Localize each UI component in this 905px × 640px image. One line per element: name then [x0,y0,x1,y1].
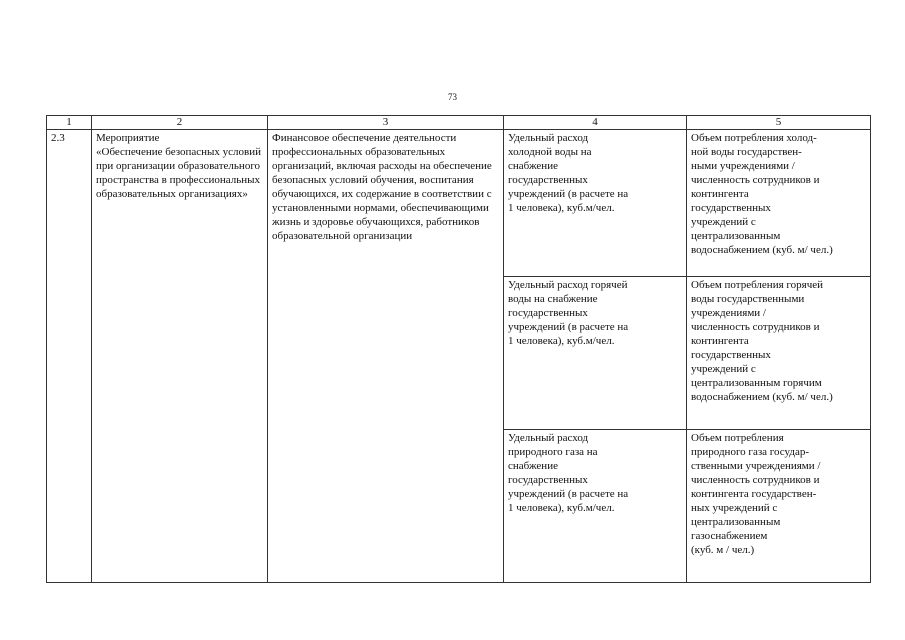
column-header: 1 [47,116,92,130]
indicator-formula: Объем потребления холод- ной воды государствен- ными учреждениями / численность сотрудников и контингента государственных учреждений с централизованным водоснабжением (куб. м/ чел.) [691,132,833,256]
indicator-formula: Объем потребления природного газа государ- ственными учреждениями / численность сотрудников и контингента государствен- ных учреждений с централизованным газоснабжением (куб. м / чел.) [691,432,821,556]
table-row [47,130,871,277]
indicator-formula-cell [687,430,871,583]
indicator-formula-cell [687,277,871,430]
column-header: 3 [268,116,504,130]
column-header: 2 [92,116,268,130]
indicator-name: Удельный расход природного газа на снабжение государственных учреждений (в расчете на 1 человека), куб.м/чел. [508,432,629,514]
description-cell [268,130,504,583]
indicator-name: Удельный расход холодной воды на снабжение государственных учреждений (в расчете на 1 человека), куб.м/чел. [508,132,629,214]
row-number: 2.3 [47,130,92,583]
measures-table [46,115,871,583]
column-header: 4 [504,116,687,130]
indicator-formula: Объем потребления горячей воды государственными учреждениями / численность сотрудников и контингента государственных учреждений с централизованным горячим водоснабжением (куб. м/ чел.) [691,279,833,403]
indicator-name: Удельный расход горячей воды на снабжение государственных учреждений (в расчете на 1 человека), куб.м/чел. [508,279,629,347]
indicator-name-cell [504,130,687,277]
indicator-name-cell [504,277,687,430]
event-cell [92,130,268,583]
indicator-formula-cell [687,130,871,277]
indicator-name-cell [504,430,687,583]
table-header-row [47,116,871,130]
page-number: 73 [448,92,457,102]
description-text: Финансовое обеспечение деятельности профессиональных образовательных организаций, включая расходы на обеспечение безопасных условий обучения, воспитания обучающихся, их содержание в соответствии с установленными нормами, обеспечивающими жизнь и здоровье обучающихся, работников образовательной организации [272,132,492,242]
column-header: 5 [687,116,871,130]
event-text: Мероприятие «Обеспечение безопасных условий при организации образовательного пространства в профессиональных образовательных организациях» [96,132,262,200]
